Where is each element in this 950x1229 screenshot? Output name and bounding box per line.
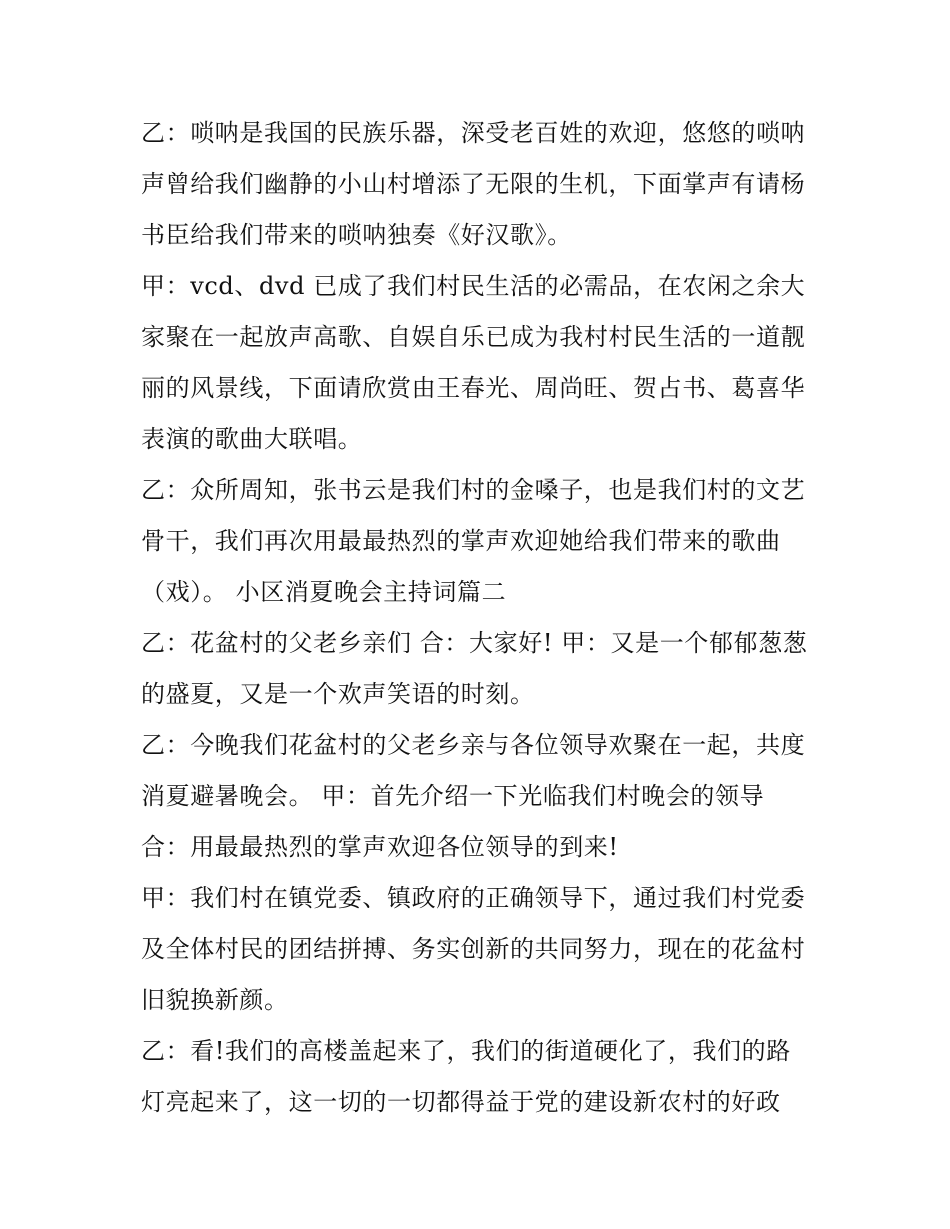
- text-line-19: 乙：看!我们的高楼盖起来了，我们的街道硬化了，我们的路: [141, 1037, 791, 1065]
- text-line-17: 及全体村民的团结拼搏、务实创新的共同努力，现在的花盆村: [141, 935, 806, 963]
- text-line-16: 甲：我们村在镇党委、镇政府的正确领导下，通过我们村党委: [141, 884, 806, 912]
- text-line-9: 骨干，我们再次用最最热烈的掌声欢迎她给我们带来的歌曲: [141, 527, 781, 555]
- text-line-14: 消夏避暑晚会。 甲：首先介绍一下光临我们村晚会的领导: [141, 782, 765, 810]
- text-line-10: （戏）。 小区消夏晚会主持词篇二: [141, 578, 507, 606]
- text-line-2: 声曾给我们幽静的小山村增添了无限的生机，下面掌声有请杨: [141, 170, 806, 198]
- text-line-1: 乙：唢呐是我国的民族乐器，深受老百姓的欢迎，悠悠的唢呐: [141, 119, 806, 147]
- text-line-15: 合：用最最热烈的掌声欢迎各位领导的到来!: [141, 833, 619, 861]
- text-line-4: 甲：vcd、dvd 已成了我们村民生活的必需品，在农闲之余大: [141, 272, 806, 300]
- text-line-12: 的盛夏，又是一个欢声笑语的时刻。: [141, 680, 535, 708]
- text-line-13: 乙：今晚我们花盆村的父老乡亲与各位领导欢聚在一起，共度: [141, 731, 806, 759]
- document-body: [141, 108, 821, 1128]
- text-line-7: 表演的歌曲大联唱。: [141, 425, 363, 453]
- text-line-18: 旧貌换新颜。: [141, 986, 289, 1014]
- text-line-20: 灯亮起来了，这一切的一切都得益于党的建设新农村的好政: [141, 1088, 781, 1116]
- text-line-11: 乙：花盆村的父老乡亲们 合：大家好! 甲：又是一个郁郁葱葱: [141, 629, 808, 657]
- text-line-5: 家聚在一起放声高歌、自娱自乐已成为我村村民生活的一道靓: [141, 323, 806, 351]
- text-line-6: 丽的风景线，下面请欣赏由王春光、周尚旺、贺占书、葛喜华: [141, 374, 806, 402]
- text-line-8: 乙：众所周知，张书云是我们村的金嗓子，也是我们村的文艺: [141, 476, 806, 504]
- text-line-3: 书臣给我们带来的唢呐独奏《好汉歌》。: [141, 221, 572, 249]
